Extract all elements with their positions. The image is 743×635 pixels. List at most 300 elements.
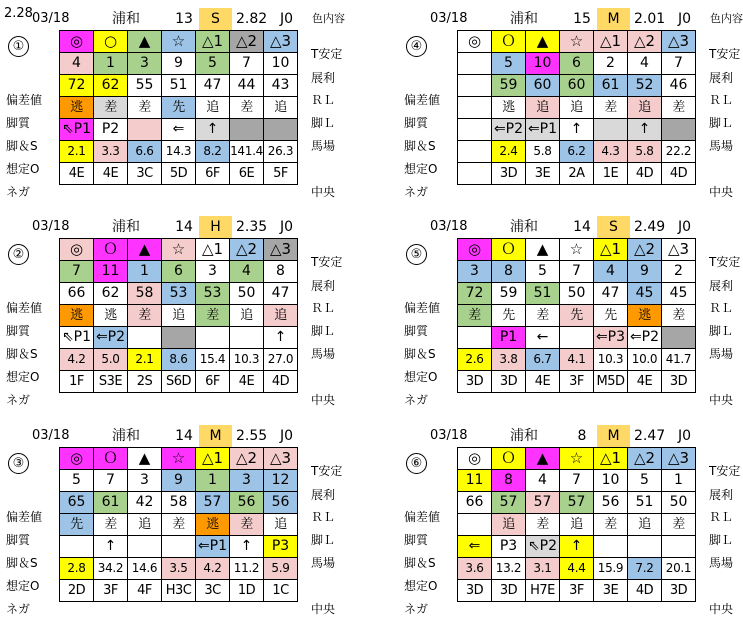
grid-cell: 57 [196,492,230,514]
grid-cell: 逃 [196,514,230,536]
row-label-right: 展利 [311,71,336,85]
grid-cell: △1 [196,31,230,53]
row-label-right: 脚Ｌ [709,324,734,338]
row-label-right: 中央 [311,185,336,199]
grid-cell: 3.8 [492,349,526,371]
race-number-badge: ⑤ [406,244,427,265]
grid-cell [128,327,162,349]
grid-cell: 差 [162,514,196,536]
grid-cell: 先 [594,305,628,327]
grid-cell: 4E [230,371,264,393]
grid-cell: 8.2 [196,141,230,163]
grid-cell: 差 [230,514,264,536]
race-date: 03/18 [430,11,468,26]
grid-cell: 10.3 [594,349,628,371]
grid-cell: 7 [230,53,264,75]
grid-cell: 逃 [94,305,128,327]
grid-cell: 3D [662,371,696,393]
grid-row [60,141,298,163]
grid-cell: 45 [628,283,662,305]
grid-cell: △3 [264,31,298,53]
grid-cell: 62 [94,283,128,305]
grid-cell: 差 [196,305,230,327]
row-label-right: 馬場 [311,556,336,570]
grid-cell: 差 [662,514,696,536]
grid-cell: 逃 [60,97,94,119]
row-label-right: 展利 [709,279,734,293]
grid-cell: 7 [60,261,94,283]
grid-cell: 59 [492,283,526,305]
row-label-right: 脚Ｌ [311,533,336,547]
grid-cell: 66 [60,283,94,305]
grid-cell: ◎ [60,239,94,261]
row-label-left: 想定O [6,579,40,593]
page-date: 2.28 [4,6,33,21]
grid-cell [662,119,696,141]
grid-cell: H3C [162,580,196,602]
grid-row [60,470,298,492]
grid-cell: 6F [196,371,230,393]
grid-cell: 追 [628,514,662,536]
grid-cell: 差 [662,97,696,119]
grid-cell: 2 [662,261,696,283]
row-label-left: ネガ [404,393,429,407]
grid-cell [458,163,492,185]
row-label-left: 脚質 [6,116,31,130]
grid-cell: 50 [560,283,594,305]
grid-cell: 3.5 [162,558,196,580]
race-date: 03/18 [430,219,468,234]
race-no: 13 [175,11,193,27]
row-label-right: ＲＬ [311,301,336,315]
grid-cell: 5D [162,163,196,185]
grid-cell: 差 [458,305,492,327]
grid-cell: Ｏ [94,448,128,470]
grid-cell: 9 [162,53,196,75]
grid-cell: 7 [94,470,128,492]
grid-row [60,514,298,536]
grid-cell: ⇐ [458,536,492,558]
grid-cell: ▲ [128,31,162,53]
grid-cell: 59 [492,75,526,97]
grid-cell: ▲ [526,448,560,470]
grid-row [60,163,298,185]
grid-cell: ⇐P1 [196,536,230,558]
grid-cell: 3D [458,580,492,602]
grid-cell: △1 [594,239,628,261]
grid-cell: △2 [230,239,264,261]
grid-cell: 3 [230,470,264,492]
grid-cell: ⇐ [162,119,196,141]
race-no: 14 [175,428,193,444]
grid-row [458,514,696,536]
grid-cell [162,536,196,558]
grid-cell: ○ [94,31,128,53]
grid-cell: 追 [230,305,264,327]
row-label-left: 脚＆S [404,139,436,153]
row-label-right: 馬場 [709,139,734,153]
grid-cell: 3C [128,163,162,185]
grid-cell: 1C [264,580,298,602]
grid-cell: 11 [458,470,492,492]
grid-cell: 14.6 [128,558,162,580]
grid-cell: 43 [264,75,298,97]
grid-cell: 2 [594,53,628,75]
race-value: 2.55 [236,428,268,444]
row-label-right: T安定 [709,255,741,269]
grid-cell: 差 [526,305,560,327]
grid-cell: 60 [526,75,560,97]
grid-cell: 4 [230,261,264,283]
row-label-left: ネガ [6,602,31,616]
grid-cell: P2 [94,119,128,141]
grid-cell: Ｏ [94,239,128,261]
row-label-left: 脚＆S [404,556,436,570]
grid-cell: △3 [662,31,696,53]
track-condition: M [199,425,232,447]
horse-grid [457,30,696,185]
row-label-right: 脚Ｌ [311,116,336,130]
row-label-right: T安定 [709,47,741,61]
grid-cell: 追 [196,97,230,119]
grid-cell: △3 [662,239,696,261]
grid-cell: 72 [458,283,492,305]
jo-code: J0 [678,11,692,27]
grid-cell: 追 [128,514,162,536]
grid-row [458,470,696,492]
race-number-badge: ③ [8,453,29,474]
grid-row [458,349,696,371]
grid-cell: 6F [196,163,230,185]
grid-cell: 2A [560,163,594,185]
grid-cell: 45 [662,283,696,305]
race-no: 15 [573,11,591,27]
row-label-left: 偏差値 [404,93,441,107]
grid-row [458,119,696,141]
grid-cell: △3 [264,448,298,470]
grid-row [458,492,696,514]
grid-cell: 4E [526,371,560,393]
grid-cell: 6.6 [128,141,162,163]
grid-row [458,163,696,185]
grid-cell: ▲ [128,448,162,470]
grid-cell: 6 [162,261,196,283]
grid-cell: 2.6 [458,349,492,371]
row-label-right: 脚Ｌ [311,324,336,338]
row-label-left: ネガ [6,185,31,199]
grid-cell: ☆ [560,448,594,470]
grid-cell: 44 [230,75,264,97]
grid-cell: 10.3 [230,349,264,371]
grid-cell [594,536,628,558]
row-label-right: ＲＬ [709,301,734,315]
grid-cell: 3E [526,163,560,185]
jo-code: J0 [280,428,294,444]
grid-cell: 追 [492,514,526,536]
grid-cell: 11.2 [230,558,264,580]
grid-cell: 15.4 [196,349,230,371]
grid-cell: 4.1 [560,349,594,371]
grid-cell: 6E [230,163,264,185]
grid-cell: ◎ [458,448,492,470]
grid-cell: ⇖P1 [60,119,94,141]
grid-row [60,349,298,371]
grid-cell: 12 [264,470,298,492]
grid-cell: 4D [628,580,662,602]
grid-cell: 3D [458,371,492,393]
grid-cell: 4D [628,163,662,185]
grid-row [60,448,298,470]
grid-row [458,31,696,53]
grid-cell: 10 [594,470,628,492]
grid-cell: 53 [162,283,196,305]
grid-cell: 3F [560,580,594,602]
grid-cell: ▲ [128,239,162,261]
subheader-label: 色内容 [312,12,345,25]
race-number-badge: ② [8,244,29,265]
grid-cell: P3 [492,536,526,558]
jo-code: J0 [678,428,692,444]
row-label-right: 展利 [709,71,734,85]
row-label-right: 脚Ｌ [709,116,734,130]
grid-cell: 1E [594,163,628,185]
grid-cell: 61 [94,492,128,514]
grid-cell: 2D [60,580,94,602]
grid-cell: 7 [560,470,594,492]
grid-cell: 追 [264,514,298,536]
horse-grid [59,447,298,602]
grid-cell: △1 [196,239,230,261]
row-label-right: 展利 [709,488,734,502]
race-value: 2.35 [236,219,268,235]
grid-cell: ↑ [560,536,594,558]
grid-cell [458,141,492,163]
grid-cell: 8 [492,261,526,283]
grid-cell: 1 [662,470,696,492]
grid-cell: 3 [128,470,162,492]
grid-cell: 6.7 [526,349,560,371]
venue-name: 浦和 [112,219,140,235]
grid-cell [560,327,594,349]
grid-cell: 7.2 [628,558,662,580]
grid-cell: 72 [60,75,94,97]
grid-cell: P1 [492,327,526,349]
grid-cell: 4E [60,163,94,185]
grid-cell: △2 [628,239,662,261]
row-label-right: 中央 [311,393,336,407]
row-label-right: 馬場 [709,556,734,570]
grid-cell: 50 [230,283,264,305]
grid-cell: 11 [94,261,128,283]
grid-cell: 8.6 [162,349,196,371]
row-label-left: ネガ [404,602,429,616]
grid-cell [128,119,162,141]
grid-cell: Ｏ [492,448,526,470]
race-no: 14 [175,219,193,235]
grid-cell: 2.4 [492,141,526,163]
grid-cell: ☆ [560,31,594,53]
row-label-right: ＲＬ [311,93,336,107]
grid-cell: 141.4 [230,141,264,163]
grid-row [458,580,696,602]
venue-name: 浦和 [510,428,538,444]
grid-cell [458,327,492,349]
grid-cell: 57 [560,492,594,514]
grid-cell: ↑ [196,119,230,141]
grid-cell: 3E [594,580,628,602]
row-label-right: 中央 [709,185,734,199]
horse-grid [59,238,298,393]
grid-cell: 60 [560,75,594,97]
race-block [0,216,345,421]
grid-row [60,536,298,558]
grid-cell: 4 [628,53,662,75]
row-label-left: 脚質 [6,533,31,547]
grid-cell: 52 [628,75,662,97]
grid-cell: 差 [526,514,560,536]
grid-cell: 2.8 [60,558,94,580]
grid-cell: 5.0 [94,349,128,371]
grid-cell: 先 [560,305,594,327]
grid-cell: 58 [162,492,196,514]
grid-cell: ☆ [162,448,196,470]
jo-code: J0 [678,219,692,235]
grid-cell: 5 [492,53,526,75]
grid-cell: △3 [264,239,298,261]
grid-cell: ⇐P2 [628,327,662,349]
grid-cell: 追 [526,97,560,119]
row-label-left: 脚＆S [6,139,38,153]
race-number-badge: ⑥ [406,453,427,474]
track-condition: H [199,216,232,238]
grid-cell: 20.1 [662,558,696,580]
grid-row [60,283,298,305]
grid-row [458,371,696,393]
row-label-left: 脚＆S [6,347,38,361]
grid-cell: 追 [560,97,594,119]
grid-cell [594,119,628,141]
race-no: 14 [573,219,591,235]
grid-row [60,371,298,393]
grid-cell: 差 [94,97,128,119]
grid-cell: 8 [264,261,298,283]
grid-cell: △2 [628,448,662,470]
venue-name: 浦和 [112,11,140,27]
grid-cell: 先 [60,514,94,536]
row-label-right: ＲＬ [311,510,336,524]
grid-cell: 56 [230,492,264,514]
grid-cell: 34.2 [94,558,128,580]
grid-cell: 1 [128,261,162,283]
grid-cell: 3.6 [458,558,492,580]
grid-cell: ▲ [526,31,560,53]
race-no: 8 [577,428,587,444]
row-label-right: 展利 [311,279,336,293]
grid-cell [628,536,662,558]
grid-cell: ◎ [60,448,94,470]
grid-cell: 42 [128,492,162,514]
grid-cell: 13.2 [492,558,526,580]
race-number-badge: ④ [406,36,427,57]
grid-cell: 差 [230,97,264,119]
row-label-left: 偏差値 [6,510,43,524]
grid-row [60,558,298,580]
venue-name: 浦和 [510,219,538,235]
grid-cell: 56 [594,492,628,514]
grid-row [458,75,696,97]
race-block [0,8,345,213]
grid-cell [128,536,162,558]
grid-cell: 4E [628,371,662,393]
grid-cell: 27.0 [264,349,298,371]
grid-cell: 5.9 [264,558,298,580]
race-date: 03/18 [430,428,468,443]
venue-name: 浦和 [510,11,538,27]
grid-row [458,305,696,327]
grid-row [458,558,696,580]
grid-cell: 3.3 [94,141,128,163]
grid-cell: 逃 [628,305,662,327]
grid-cell: P3 [264,536,298,558]
grid-cell: 4D [662,163,696,185]
row-label-left: 脚質 [6,324,31,338]
horse-grid [457,447,696,602]
grid-cell [458,75,492,97]
grid-cell: 8 [492,470,526,492]
row-label-left: 想定O [6,162,40,176]
jo-code: J0 [280,219,294,235]
grid-cell: 4.3 [594,141,628,163]
row-label-left: 脚＆S [404,347,436,361]
row-label-left: ネガ [6,393,31,407]
grid-cell: 3F [560,371,594,393]
grid-cell: 差 [594,514,628,536]
grid-cell: H7E [526,580,560,602]
horse-grid [457,238,696,393]
grid-cell [264,119,298,141]
grid-cell: ☆ [162,31,196,53]
grid-cell: 追 [162,305,196,327]
grid-cell: 5 [526,261,560,283]
grid-cell: 53 [196,283,230,305]
grid-cell: 差 [128,305,162,327]
grid-cell: △1 [196,448,230,470]
row-label-right: T安定 [709,464,741,478]
grid-cell: 22.2 [662,141,696,163]
row-label-right: 中央 [311,602,336,616]
row-label-right: ＲＬ [709,510,734,524]
grid-cell: 差 [128,97,162,119]
grid-cell: 5.8 [526,141,560,163]
row-label-right: 馬場 [311,139,336,153]
grid-cell: △1 [594,448,628,470]
grid-cell: ☆ [162,239,196,261]
grid-cell: 3 [128,53,162,75]
subheader-label: 色内容 [710,12,743,25]
grid-cell: 差 [594,97,628,119]
grid-cell: 3D [492,163,526,185]
grid-cell: △2 [230,448,264,470]
grid-row [60,492,298,514]
grid-cell: 6.2 [560,141,594,163]
grid-cell: 61 [594,75,628,97]
race-value: 2.82 [236,11,268,27]
grid-row [60,119,298,141]
grid-cell: ↑ [264,327,298,349]
row-label-right: 馬場 [709,347,734,361]
grid-cell [230,327,264,349]
race-value: 2.47 [634,428,666,444]
